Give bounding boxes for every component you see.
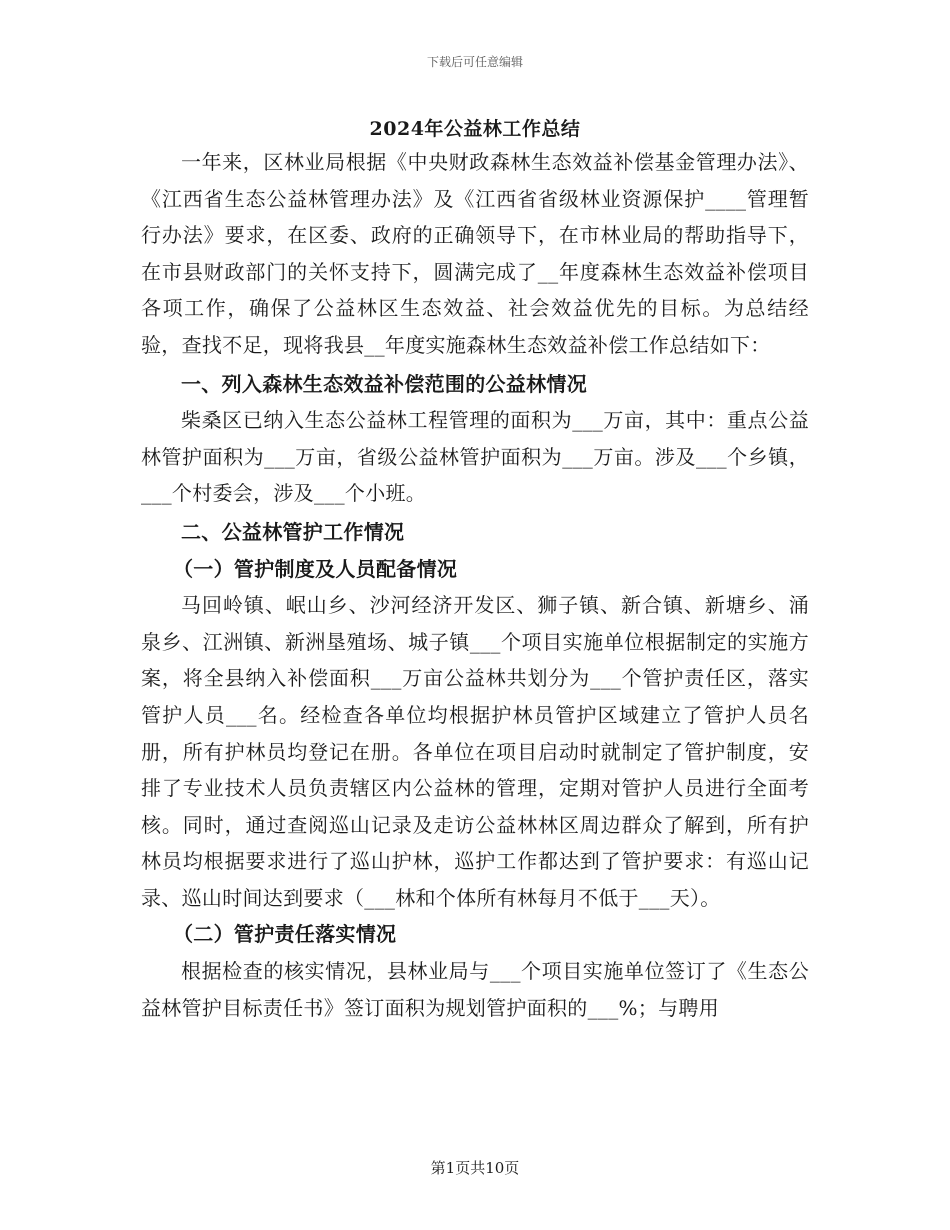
subsection-2-heading: （二）管护责任落实情况 [173,922,397,947]
section-1-heading: 一、列入森林生态效益补偿范围的公益林情况 [181,371,587,396]
document-body [141,144,809,1026]
page-header-note: 下载后可任意编辑 [426,55,523,69]
document-title: 2024年公益林工作总结 [369,118,581,140]
section-1-paragraph: 柴桑区已纳入生态公益林工程管理的面积为___万亩，其中：重点公益林管护面积为___万亩，省级公益林管护面积为___万亩。涉及___个乡镇，___个村委会，涉及___个小班。 [141,408,809,506]
subsection-1-paragraph: 马回岭镇、岷山乡、沙河经济开发区、狮子镇、新合镇、新塘乡、涌泉乡、江洲镇、新洲垦殖场、城子镇___个项目实施单位根据制定的实施方案，将全县纳入补偿面积___万亩公益林共划分为___个管护责任区，落实管护人员___名。经检查各单位均根据护林员管护区域建立了管护人员名册，所有护林员均登记在册。各单位在项目启动时就制定了管护制度，安排了专业技术人员负责辖区内公益林的管理，定期对管护人员进行全面考核。同时，通过查阅巡山记录及走访公益林林区周边群众了解到，所有护林员均根据要求进行了巡山护林，巡护工作都达到了管护要求：有巡山记录、巡山时间达到要求（___林和个体所有林每月不低于___天）。 [141,593,809,910]
section-2-heading: 二、公益林管护工作情况 [181,519,405,544]
intro-paragraph: 一年来，区林业局根据《中央财政森林生态效益补偿基金管理办法》、《江西省生态公益林管理办法》及《江西省省级林业资源保护____管理暂行办法》要求，在区委、政府的正确领导下，在市林业局的帮助指导下，在市县财政部门的关怀支持下，圆满完成了__年度森林生态效益补偿项目各项工作，确保了公益林区生态效益、社会效益优先的目标。为总结经验，查找不足，现将我县__年度实施森林生态效益补偿工作总结如下： [141,150,809,357]
subsection-2-paragraph: 根据检查的核实情况，县林业局与___个项目实施单位签订了《生态公益林管护目标责任书》签订面积为规划管护面积的___%；与聘用 [141,959,809,1020]
subsection-1-heading: （一）管护制度及人员配备情况 [173,556,458,581]
page-number-footer: 第1页共10页 [430,1159,520,1177]
